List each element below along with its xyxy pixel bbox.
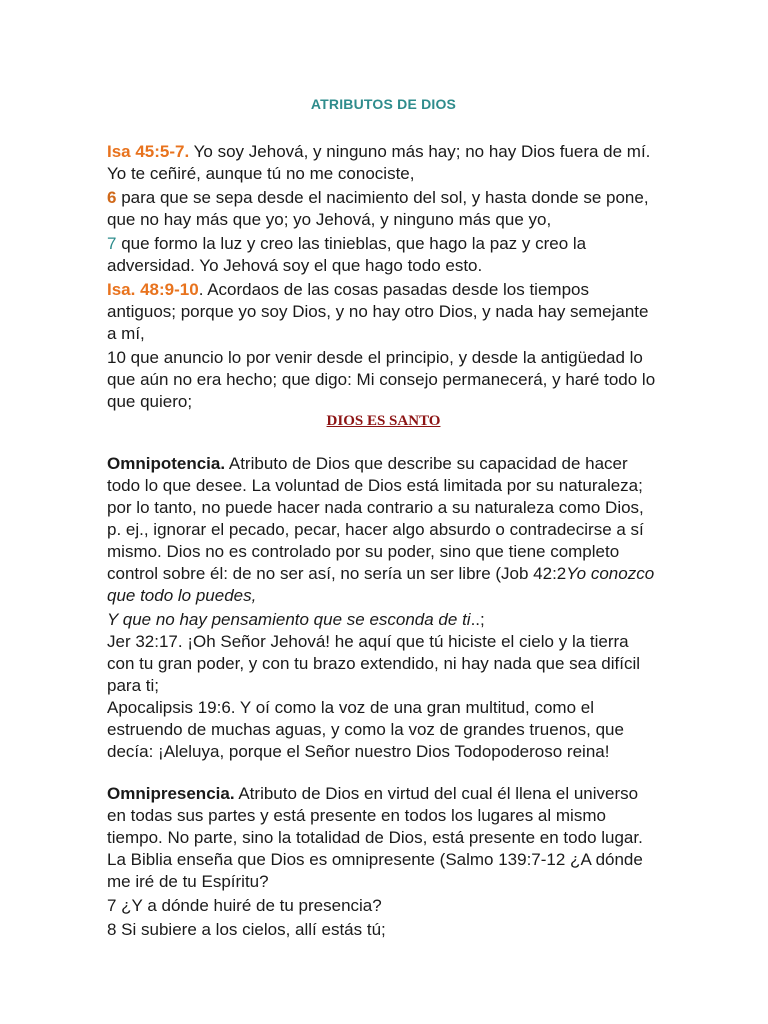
job-quote: Y que no hay pensamiento que se esconda de ti bbox=[107, 610, 471, 629]
section-subtitle: DIOS ES SANTO bbox=[326, 413, 441, 429]
verse-text: que formo la luz y creo las tinieblas, que hago la paz y creo la adversidad. Yo Jehová soy el que hago todo esto. bbox=[107, 234, 587, 275]
term-heading: Omnipresencia. bbox=[107, 784, 235, 803]
omnipresencia-paragraph bbox=[107, 783, 660, 893]
term-heading: Omnipotencia. bbox=[107, 454, 226, 473]
job-quote-tail: ..; bbox=[470, 610, 485, 629]
jer-verse: Jer 32:17. ¡Oh Señor Jehová! he aquí que tú hiciste el cielo y la tierra con tu gran poder, y con tu brazo extendido, ni hay nada que sea difícil para ti; bbox=[107, 632, 641, 695]
verse-number: 7 bbox=[107, 234, 117, 253]
job-quote: Yo conozco que todo lo puedes, bbox=[107, 564, 655, 605]
salmo-verse-7: 7 ¿Y a dónde huiré de tu presencia? bbox=[107, 896, 382, 915]
verse-isa-48 bbox=[107, 279, 660, 345]
spacer bbox=[107, 431, 660, 453]
verse-text: para que se sepa desde el nacimiento del sol, y hasta donde se pone, que no hay más que yo; yo Jehová, y ninguno más que yo, bbox=[107, 188, 649, 229]
salmo-verse-8: 8 Si subiere a los cielos, allí estás tú; bbox=[107, 920, 386, 939]
page-title: ATRIBUTOS DE DIOS bbox=[310, 96, 457, 112]
verse-reference: Isa. 48:9-10 bbox=[107, 280, 199, 299]
verse-text: . Acordaos de las cosas pasadas desde los tiempos antiguos; porque yo soy Dios, y no hay otro Dios, y nada hay semejante a mí, bbox=[107, 280, 649, 343]
paragraph-text: Atributo de Dios en virtud del cual él llena el universo en todas sus partes y está presente en todos los lugares al mismo tiempo. No parte, sino la totalidad de Dios, está presente en todo lugar. La Biblia enseña que Dios es omnipresente (Salmo 139:7-12 ¿A dónde me iré de tu Espíritu? bbox=[107, 784, 643, 891]
verse-text: Yo soy Jehová, y ninguno más hay; no hay Dios fuera de mí. Yo te ceñiré, aunque tú no me conociste, bbox=[107, 142, 651, 183]
verse-isa-45 bbox=[107, 141, 660, 185]
paragraph-text: Atributo de Dios que describe su capacidad de hacer todo lo que desee. La voluntad de Dios está limitada por su naturaleza; por lo tanto, no puede hacer nada contrario a su naturaleza como Dios, p. ej., ignorar el pecado, pecar, hacer algo absurdo o contradecirse a sí mismo. Dios no es controlado por su poder, sino que tiene completo control sobre él: de no ser así, no sería un ser libre (Job 42:2 bbox=[107, 454, 644, 583]
spacer bbox=[107, 114, 660, 141]
verse-reference: Isa 45:5-7. bbox=[107, 142, 190, 161]
verse-6 bbox=[107, 187, 660, 231]
verse-10: 10 que anuncio lo por venir desde el principio, y desde la antigüedad lo que aún no era hecho; que digo: Mi consejo permanecerá, y haré todo lo que quiero; bbox=[107, 348, 656, 411]
apocalipsis-verse: Apocalipsis 19:6. Y oí como la voz de una gran multitud, como el estruendo de muchas aguas, y como la voz de grandes truenos, que decía: ¡Aleluya, porque el Señor nuestro Dios Todopoderoso reina! bbox=[107, 698, 624, 761]
spacer bbox=[107, 763, 660, 783]
job-quote-line bbox=[107, 609, 660, 631]
omnipotencia-paragraph bbox=[107, 453, 660, 607]
verse-number: 6 bbox=[107, 188, 117, 207]
verse-7 bbox=[107, 233, 660, 277]
